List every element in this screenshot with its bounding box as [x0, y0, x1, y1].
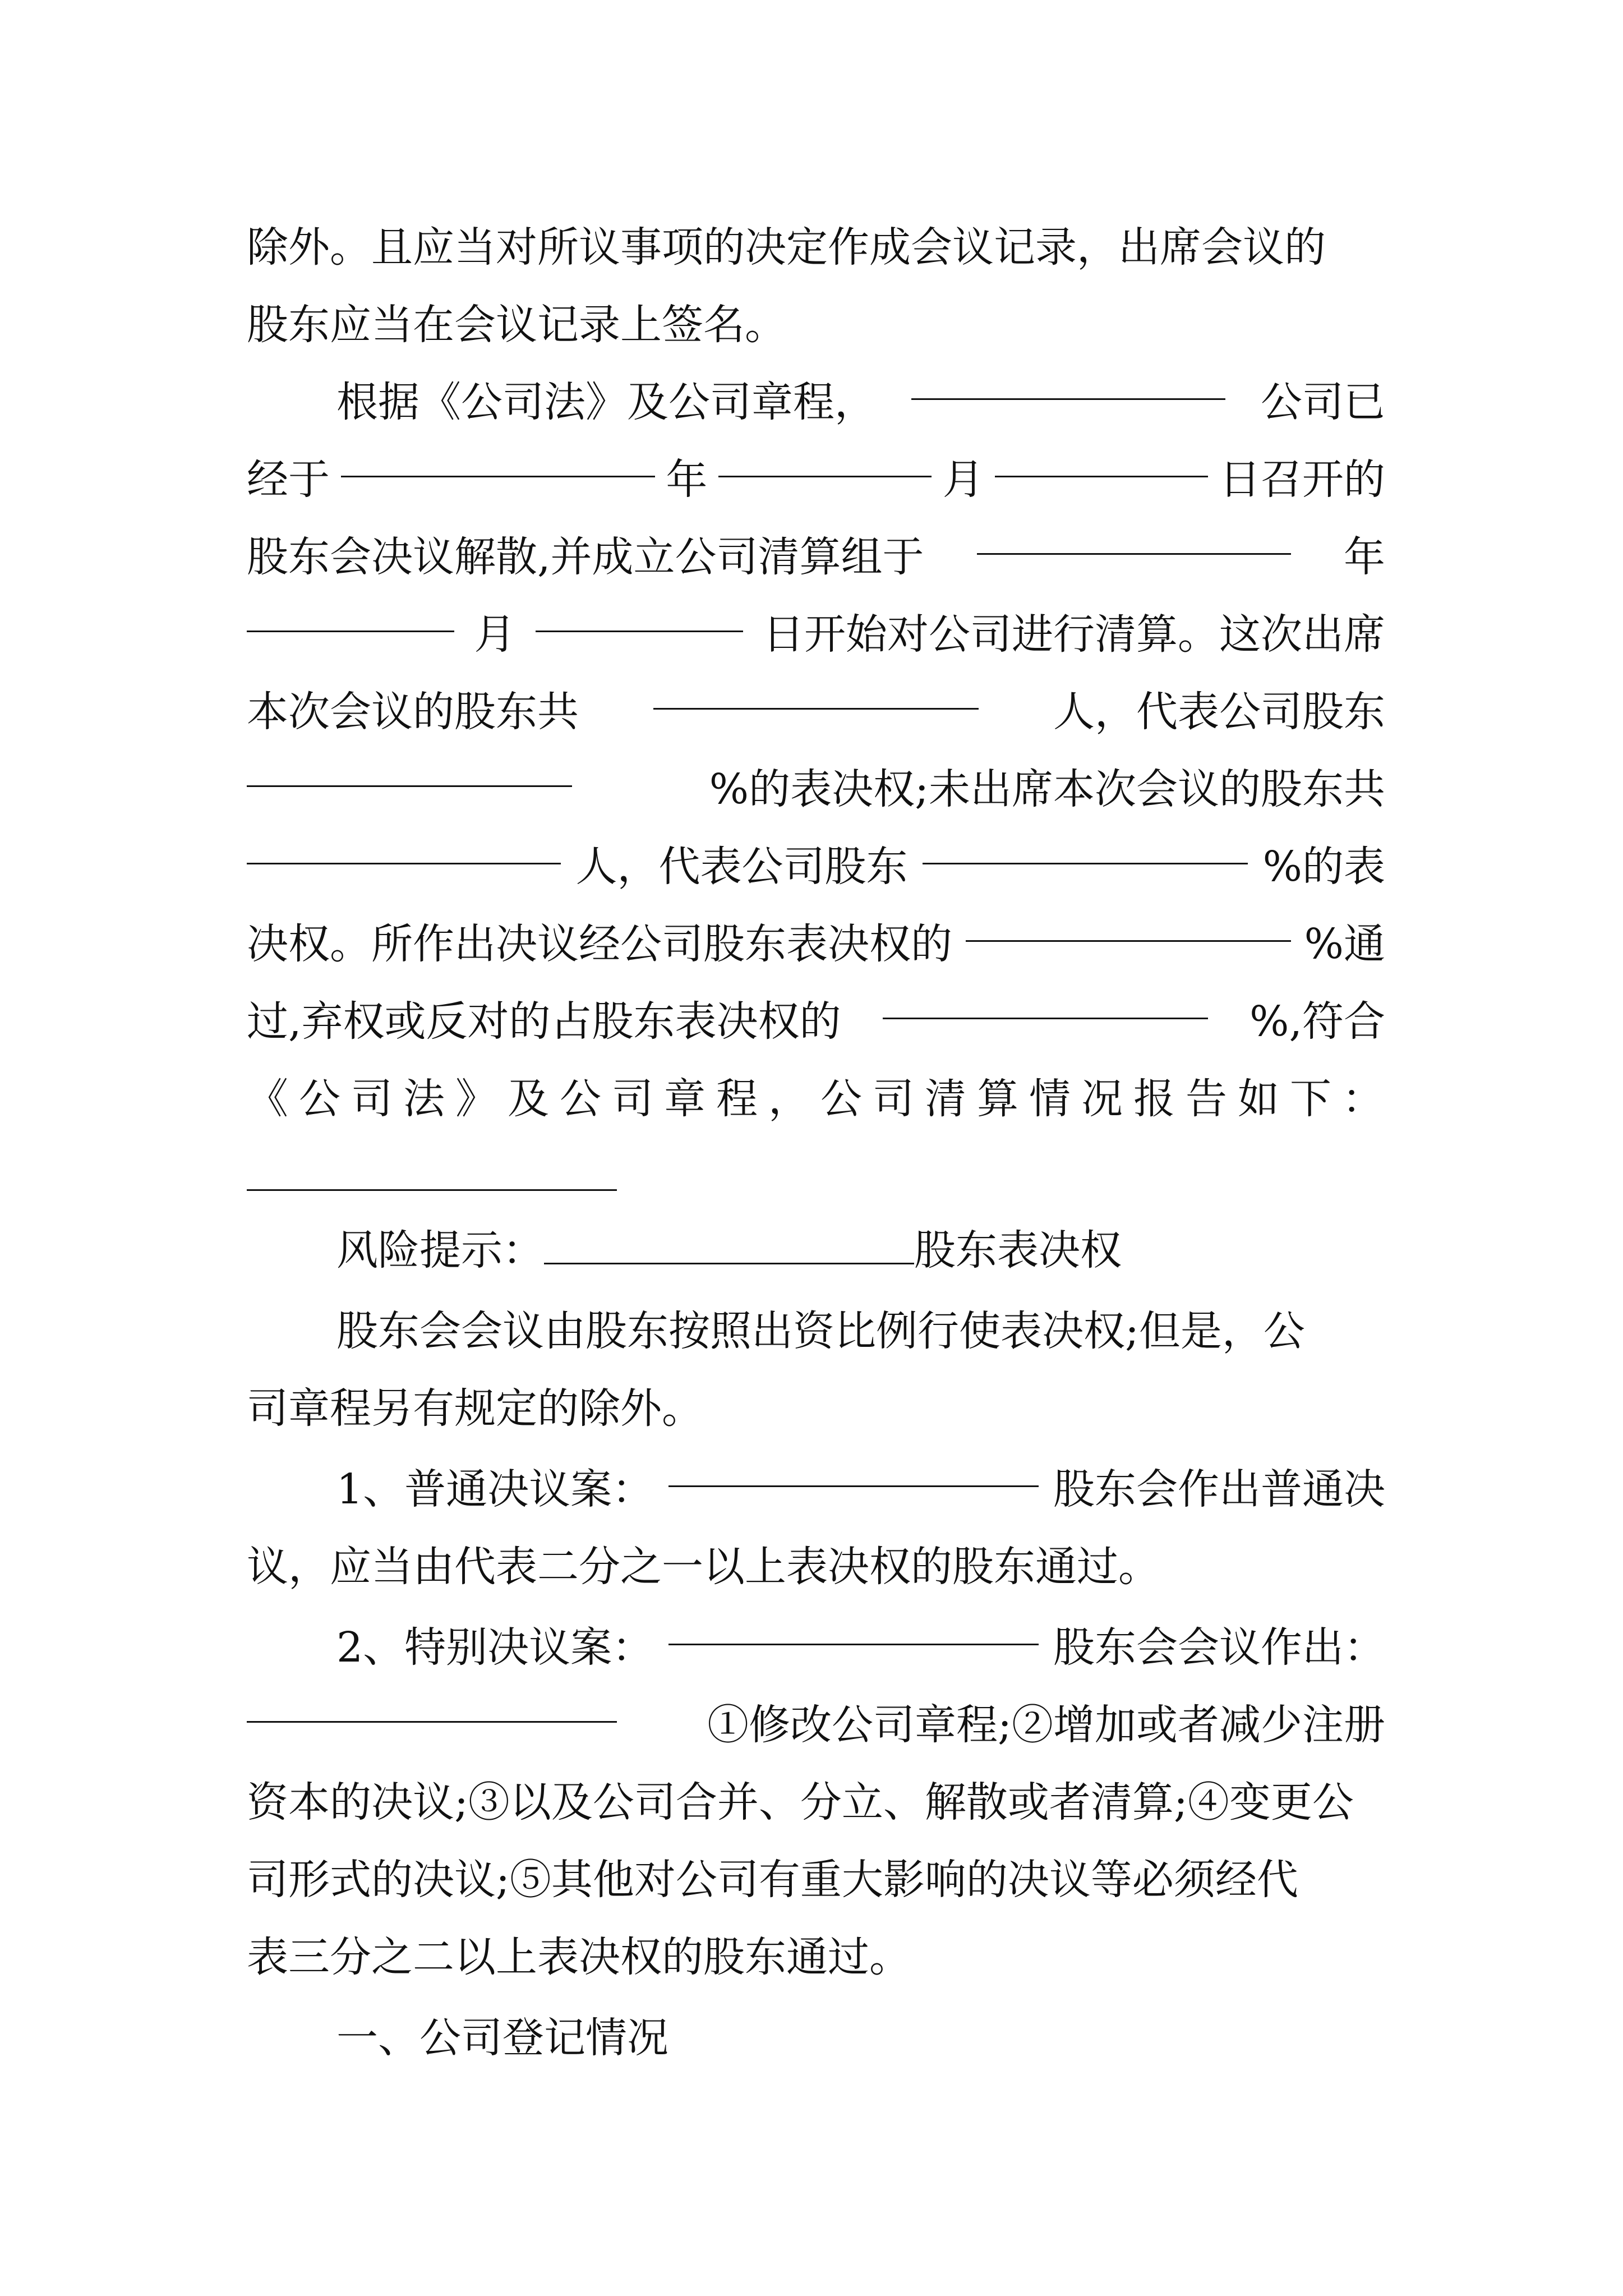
fill-blank-attendee-count	[653, 673, 979, 710]
fill-blank-month	[718, 441, 932, 477]
paragraph-text: %通	[1304, 920, 1385, 968]
paragraph-line	[247, 1528, 1385, 1605]
paragraph-text: 表三分之二以上表决权的股东通过。	[247, 1933, 911, 1981]
paragraph-text: 股东应当在会议记录上签名。	[247, 301, 786, 349]
paragraph-line	[247, 441, 1385, 518]
paragraph-text: %的表决权;未出席本次会议的股东共	[709, 765, 1385, 813]
section-heading-text: 一、公司登记情况	[336, 2014, 668, 2062]
paragraph-text: 公司已	[1261, 378, 1385, 426]
paragraph-line	[247, 1609, 1385, 1686]
paragraph-text: 2、特别决议案：	[336, 1623, 654, 1672]
paragraph-text: 股东表决权	[914, 1226, 1122, 1274]
paragraph-line	[247, 1841, 1385, 1918]
paragraph-text: 年	[666, 455, 708, 504]
paragraph-line	[247, 1451, 1385, 1528]
paragraph-line	[247, 905, 1385, 983]
paragraph-text: 股东会会议作出：	[1053, 1623, 1385, 1672]
paragraph-line	[247, 828, 1385, 905]
blank-rule-line	[247, 1138, 1385, 1212]
paragraph-text: 股东会会议由股东按照出资比例行使表决权;但是，公	[336, 1307, 1305, 1355]
paragraph-text: 风险提示：	[336, 1226, 544, 1274]
paragraph-text: %,符合	[1249, 997, 1385, 1046]
section-heading	[247, 1999, 1385, 2077]
paragraph-text: 人，代表公司股东	[575, 843, 908, 891]
paragraph-text: 司章程另有规定的除外。	[247, 1384, 703, 1433]
fill-blank-report	[247, 1189, 617, 1191]
fill-blank-risk	[544, 1228, 914, 1264]
paragraph-line	[247, 1370, 1385, 1447]
paragraph-text: 资本的决议;③以及公司合并、分立、解散或者清算;④变更公	[247, 1778, 1354, 1826]
fill-blank-year	[977, 518, 1291, 555]
document-page	[247, 209, 1394, 2077]
fill-blank-company-name	[911, 364, 1225, 400]
paragraph-line	[247, 596, 1385, 673]
paragraph-line	[247, 751, 1385, 828]
fill-blank-day	[536, 596, 743, 632]
fill-blank-year	[341, 441, 655, 477]
paragraph-line	[247, 1764, 1385, 1841]
paragraph-text: ①修改公司章程;②增加或者减少注册	[707, 1701, 1385, 1749]
paragraph-text: 日召开的	[1219, 455, 1385, 504]
paragraph-line	[247, 673, 1385, 751]
paragraph-line	[247, 1292, 1385, 1370]
paragraph-text: 本次会议的股东共	[247, 688, 579, 736]
paragraph-text: 月	[474, 610, 516, 659]
paragraph-text: 司形式的决议;⑤其他对公司有重大影响的决议等必须经代	[247, 1856, 1298, 1904]
fill-blank-special-items	[247, 1686, 617, 1723]
paragraph-text: 除外。且应当对所议事项的决定作成会议记录，出席会议的	[247, 223, 1326, 272]
paragraph-text: 根据《公司法》及公司章程，	[336, 378, 876, 426]
fill-blank-special-resolution	[668, 1609, 1039, 1645]
paragraph-text: 股东会决议解散,并成立公司清算组于	[247, 533, 924, 581]
fill-blank-month	[247, 596, 454, 632]
paragraph-line	[247, 983, 1385, 1060]
fill-blank-approval-percent	[966, 905, 1291, 942]
fill-blank-day	[995, 441, 1208, 477]
paragraph-text: 人，代表公司股东	[1053, 688, 1385, 736]
fill-blank-attendee-percent	[247, 751, 572, 787]
paragraph-line	[247, 1918, 1385, 1996]
paragraph-line	[247, 364, 1385, 441]
paragraph-text: 日开始对公司进行清算。这次出席	[762, 610, 1385, 659]
paragraph-text: 过,弃权或反对的占股东表决权的	[247, 997, 841, 1046]
paragraph-text: %的表	[1262, 843, 1385, 891]
fill-blank-ordinary-resolution	[668, 1451, 1039, 1487]
paragraph-line	[247, 209, 1385, 286]
paragraph-line	[247, 286, 1385, 364]
paragraph-line	[247, 1060, 1394, 1138]
paragraph-text: 议，应当由代表二分之一以上表决权的股东通过。	[247, 1543, 1160, 1591]
paragraph-text: 月	[942, 455, 984, 504]
paragraph-text: 股东会作出普通决	[1053, 1465, 1385, 1513]
paragraph-text: 《公司法》及公司章程，公司清算情况报告如下：	[247, 1075, 1394, 1123]
paragraph-line	[247, 1212, 1385, 1289]
paragraph-line	[247, 1686, 1385, 1764]
fill-blank-absent-percent	[923, 828, 1248, 864]
paragraph-text: 年	[1344, 533, 1385, 581]
paragraph-text: 经于	[247, 455, 330, 504]
paragraph-text: 1、普通决议案：	[336, 1465, 654, 1513]
fill-blank-absent-count	[247, 828, 561, 864]
paragraph-text: 决权。所作出决议经公司股东表决权的	[247, 920, 952, 968]
paragraph-line	[247, 518, 1385, 596]
fill-blank-oppose-percent	[883, 983, 1208, 1019]
